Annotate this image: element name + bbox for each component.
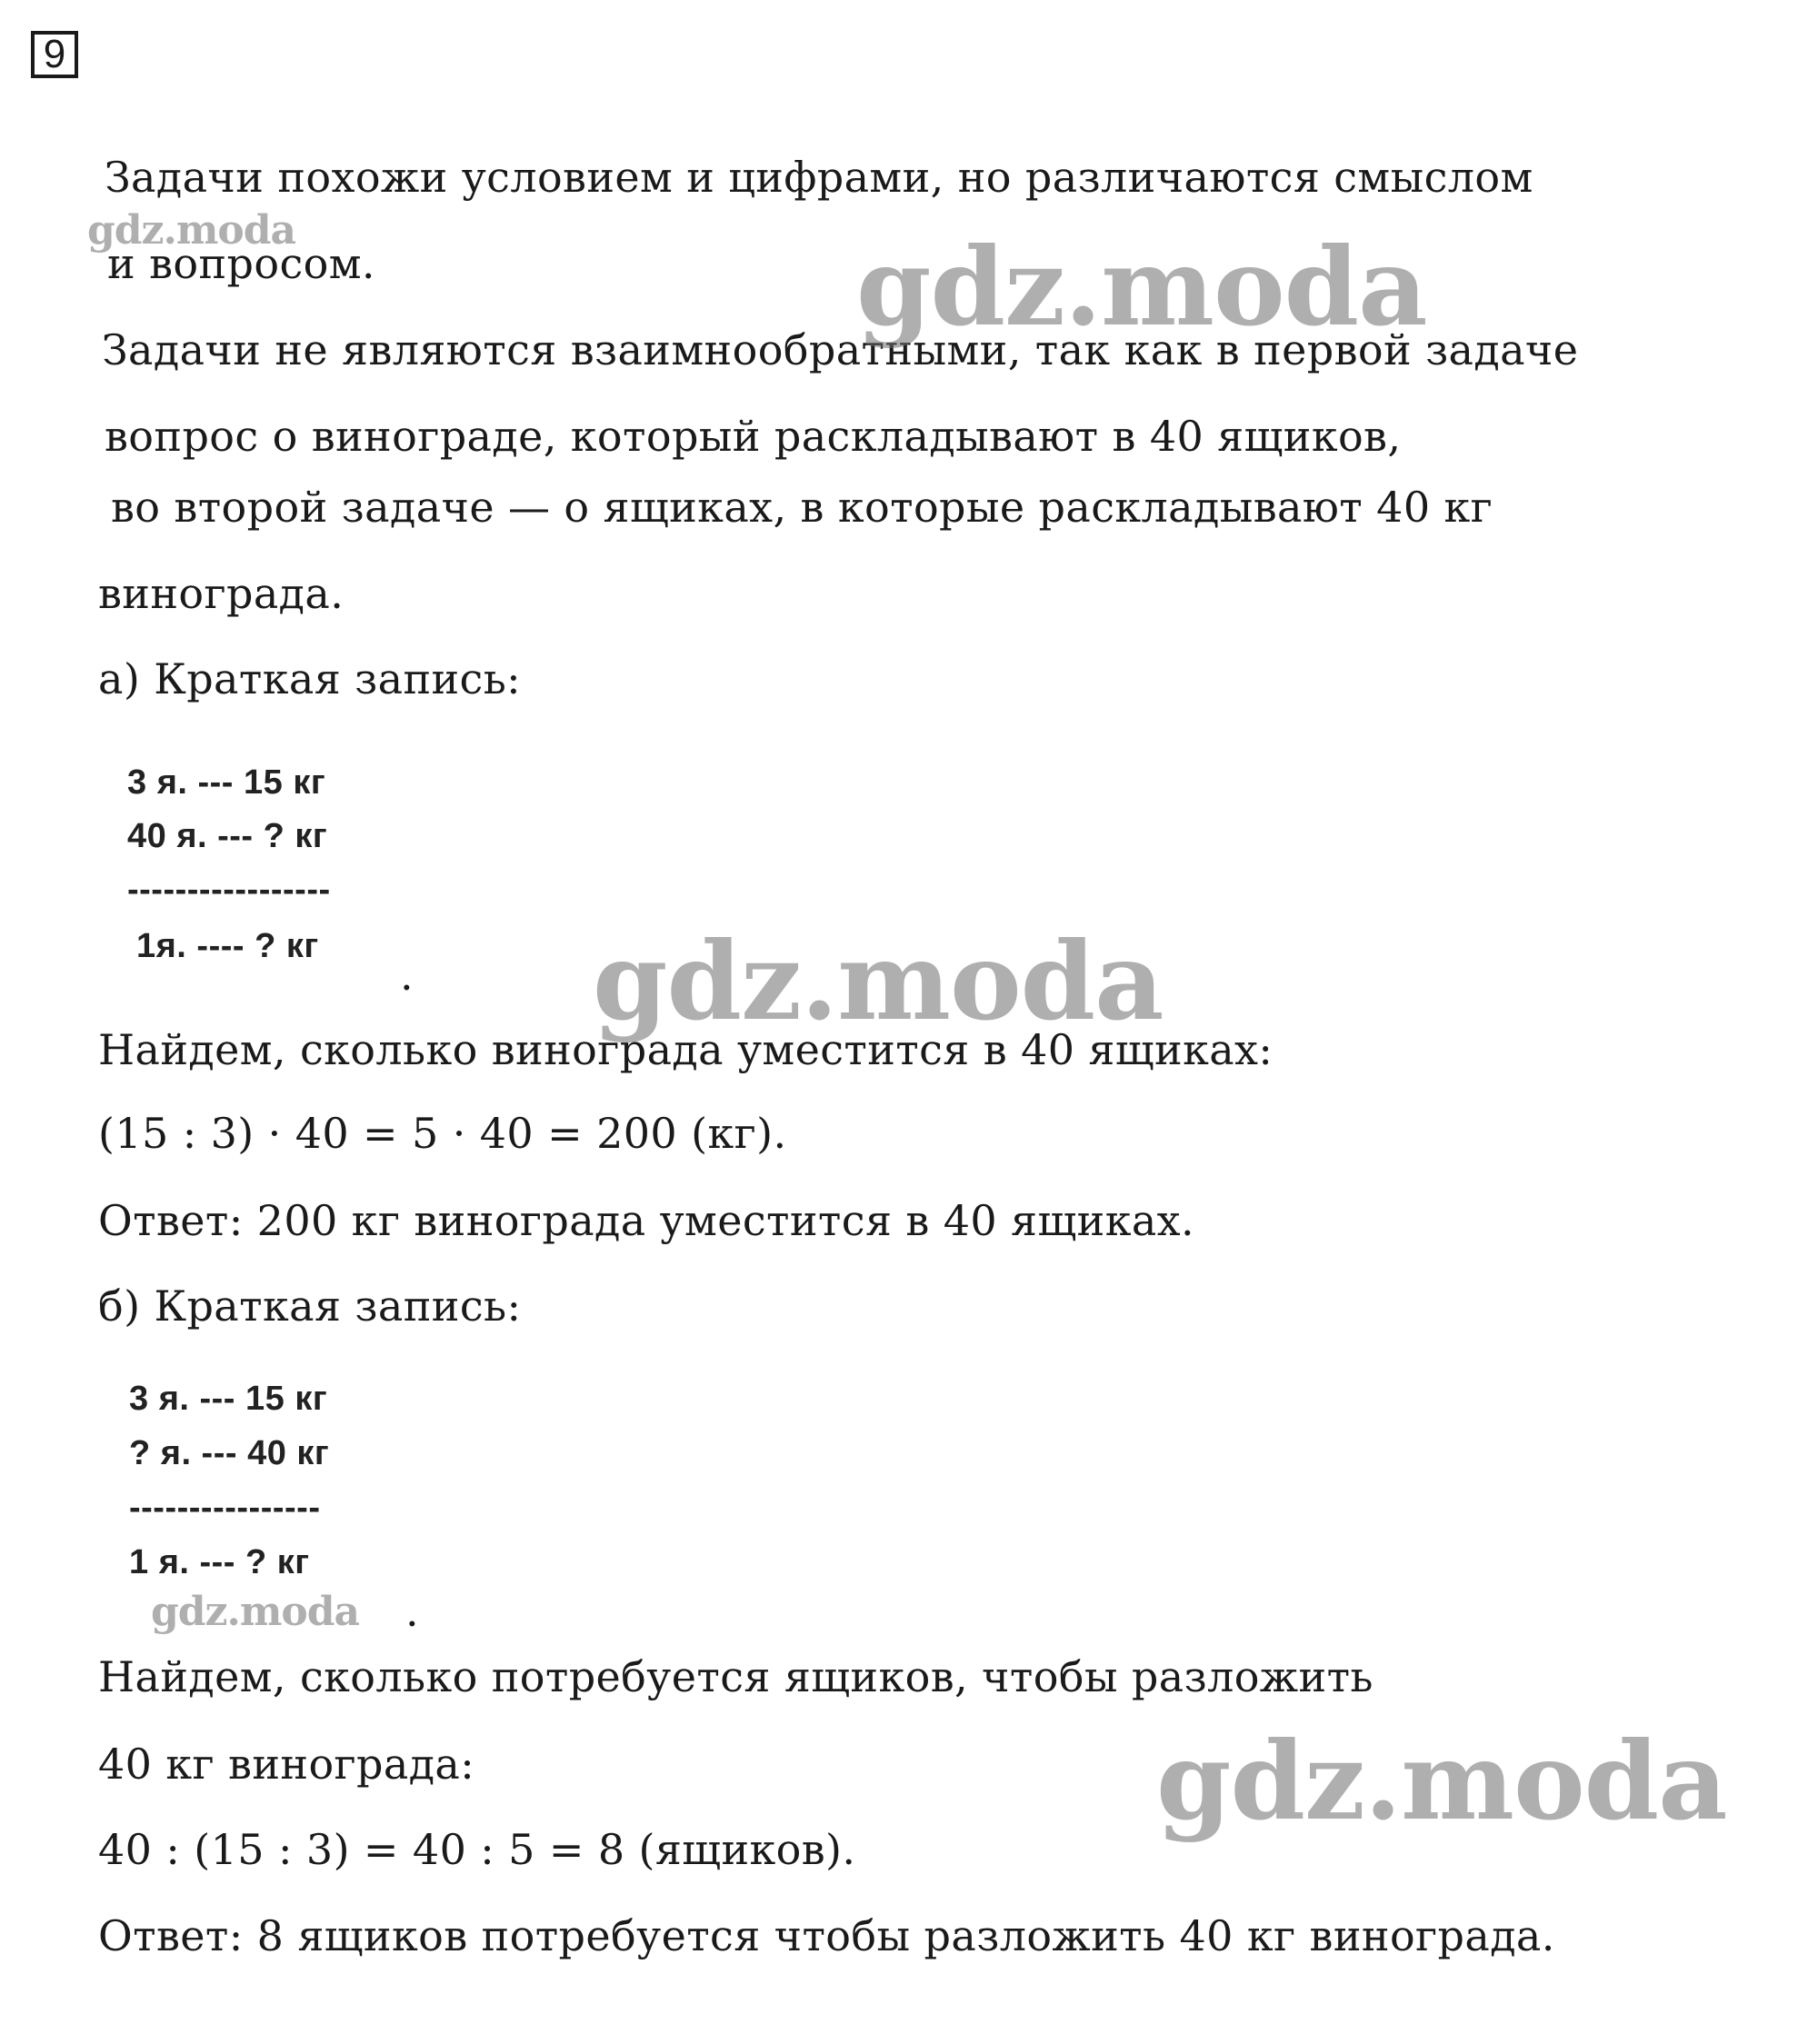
- task-number-box: [31, 31, 78, 78]
- part-a-heading: а) Краткая запись:: [98, 654, 522, 703]
- part-a-answer: Ответ: 200 кг винограда уместится в 40 ящиках.: [98, 1196, 1195, 1245]
- part-b-find-line-1: Найдем, сколько потребуется ящиков, чтобы разложить: [98, 1652, 1373, 1701]
- watermark-logo: gdz.moda: [593, 918, 1164, 1044]
- paragraph-2-line-1: Задачи не являются взаимнообратными, так как в первой задаче: [102, 325, 1579, 374]
- paragraph-2-line-2: вопрос о винограде, который раскладывают в 40 ящиков,: [105, 412, 1402, 461]
- period-mark: .: [405, 1587, 419, 1636]
- watermark-logo: gdz.moda: [87, 207, 296, 254]
- part-b-heading: б) Краткая запись:: [98, 1281, 522, 1331]
- part-b-note-3: ----------------: [129, 1489, 321, 1527]
- part-a-calc: (15 : 3) · 40 = 5 · 40 = 200 (кг).: [98, 1109, 787, 1158]
- part-a-find: Найдем, сколько винограда уместится в 40 ящиках:: [98, 1025, 1274, 1074]
- watermark-logo: gdz.moda: [1156, 1718, 1727, 1844]
- period-mark: .: [400, 951, 414, 1000]
- part-a-note-2: 40 я. --- ? кг: [127, 817, 328, 855]
- watermark-logo: gdz.moda: [856, 224, 1427, 350]
- part-b-note-2: ? я. --- 40 кг: [129, 1434, 330, 1472]
- part-b-note-1: 3 я. --- 15 кг: [129, 1380, 328, 1418]
- part-b-find-line-2: 40 кг винограда:: [98, 1740, 475, 1789]
- paragraph-2-line-4: винограда.: [98, 569, 345, 618]
- part-a-note-3: -----------------: [127, 871, 331, 909]
- part-b-note-4: 1 я. --- ? кг: [129, 1543, 310, 1581]
- paragraph-2-line-3: во второй задаче — о ящиках, в которые раскладывают 40 кг: [111, 483, 1493, 532]
- part-b-calc: 40 : (15 : 3) = 40 : 5 = 8 (ящиков).: [98, 1825, 856, 1874]
- paragraph-1-line-2: и вопросом.: [107, 239, 375, 288]
- watermark-logo: gdz.moda: [151, 1589, 360, 1635]
- paragraph-1-line-1: Задачи похожи условием и цифрами, но различаются смыслом: [105, 153, 1533, 202]
- part-a-note-1: 3 я. --- 15 кг: [127, 763, 326, 802]
- part-a-note-4: 1я. ---- ? кг: [136, 927, 319, 965]
- part-b-answer: Ответ: 8 ящиков потребуется чтобы разложить 40 кг винограда.: [98, 1911, 1555, 1960]
- task-number: 9: [43, 32, 66, 76]
